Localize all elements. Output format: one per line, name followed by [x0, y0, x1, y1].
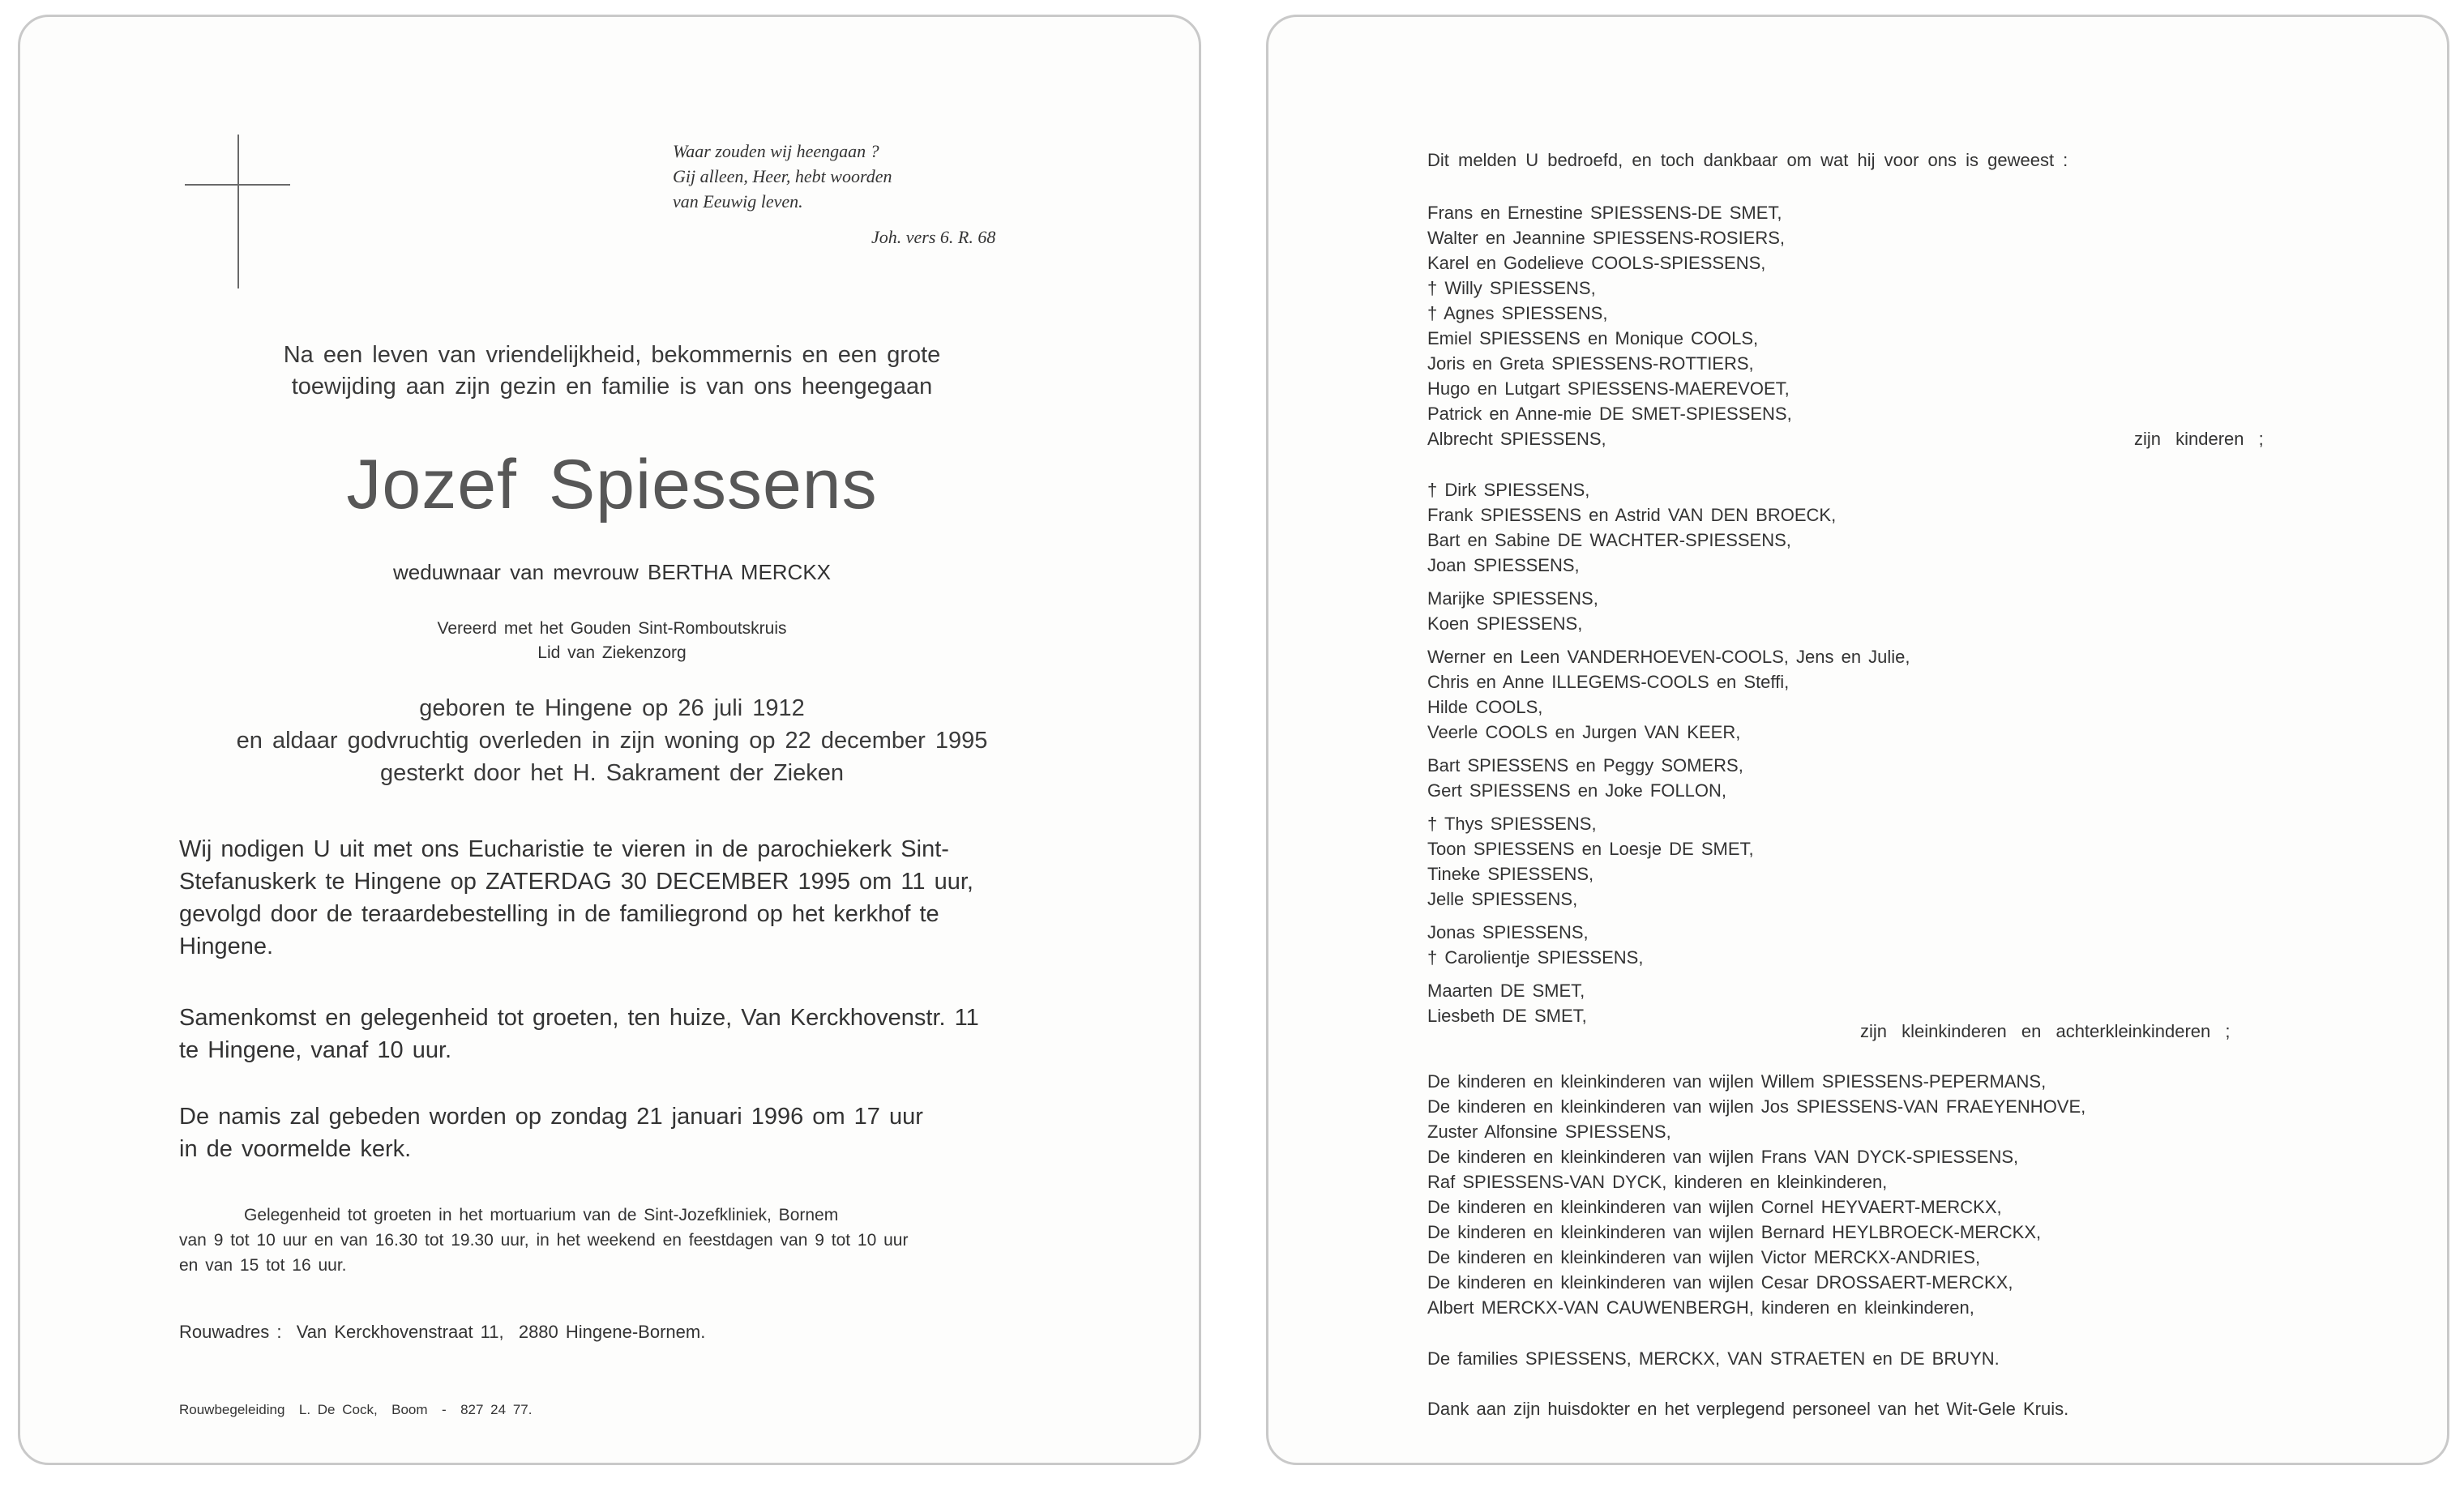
list-item: † Carolientje SPIESSENS,: [1427, 947, 1644, 968]
card-left: [18, 15, 1201, 1465]
list-item: Zuster Alfonsine SPIESSENS,: [1427, 1122, 1671, 1142]
quote-reference: Joh. vers 6. R. 68: [871, 227, 996, 247]
list-item: Patrick en Anne-mie DE SMET-SPIESSENS,: [1427, 404, 1792, 424]
list-item: Frank SPIESSENS en Astrid VAN DEN BROECK,: [1427, 505, 1837, 525]
widower-line: weduwnaar van mevrouw BERTHA MERCKX: [392, 560, 832, 584]
list-item: Hilde COOLS,: [1427, 697, 1543, 717]
list-item: Raf SPIESSENS-VAN DYCK, kinderen en kleinkinderen,: [1427, 1172, 1888, 1192]
list-item: † Dirk SPIESSENS,: [1427, 480, 1590, 500]
mortuary-notice: [179, 1203, 908, 1278]
gathering-line: Samenkomst en gelegenheid tot groeten, ten huize, Van Kerckhovenstr. 11: [179, 1005, 979, 1031]
honors: [20, 617, 1204, 665]
death-line: en aldaar godvruchtig overleden in zijn woning op 22 december 1995: [236, 728, 988, 754]
children-label: zijn kinderen ;: [2134, 429, 2264, 449]
grandchildren-group: [1427, 644, 1910, 745]
children-list: [1427, 200, 1792, 451]
list-item: De kinderen en kleinkinderen van wijlen Willem SPIESSENS-PEPERMANS,: [1427, 1071, 2047, 1092]
list-item: Gert SPIESSENS en Joke FOLLON,: [1427, 780, 1727, 801]
honor-line: Vereerd met het Gouden Sint-Romboutskruis: [437, 619, 787, 638]
list-item: † Agnes SPIESSENS,: [1427, 303, 1608, 323]
grandchildren-group: [1427, 978, 1910, 1028]
quote-line: Gij alleen, Heer, hebt woorden: [673, 166, 892, 186]
list-item: De kinderen en kleinkinderen van wijlen Cesar DROSSAERT-MERCKX,: [1427, 1272, 2013, 1293]
families-line: De families SPIESSENS, MERCKX, VAN STRAETEN en DE BRUYN.: [1427, 1348, 2000, 1369]
quote-line: Waar zouden wij heengaan ?: [673, 141, 879, 161]
mass-line: in de voormelde kerk.: [179, 1136, 412, 1162]
thanks-line: Dank aan zijn huisdokter en het verplegend personeel van het Wit-Gele Kruis.: [1427, 1399, 2069, 1419]
list-item: Joris en Greta SPIESSENS-ROTTIERS,: [1427, 353, 1754, 374]
birth-line: geboren te Hingene op 26 juli 1912: [419, 695, 805, 721]
mass-line: De namis zal gebeden worden op zondag 21 januari 1996 om 17 uur: [179, 1104, 923, 1130]
intro-line: Na een leven van vriendelijkheid, bekommernis en een grote: [283, 342, 941, 368]
intro-line: toewijding aan zijn gezin en familie is van ons heengegaan: [291, 374, 933, 400]
invitation-line: gevolgd door de teraardebestelling in de familiegrond op het kerkhof te: [179, 901, 939, 927]
list-item: Albrecht SPIESSENS,: [1427, 429, 1606, 449]
grandchildren-group: [1427, 753, 1910, 803]
list-item: De kinderen en kleinkinderen van wijlen Frans VAN DYCK-SPIESSENS,: [1427, 1147, 2019, 1167]
announcement-heading: Dit melden U bedroefd, en toch dankbaar om wat hij voor ons is geweest :: [1427, 150, 2068, 170]
list-item: Emiel SPIESSENS en Monique COOLS,: [1427, 328, 1759, 348]
invitation-line: Hingene.: [179, 934, 274, 959]
funeral-director: Rouwbegeleiding L. De Cock, Boom - 827 24 77.: [179, 1402, 533, 1417]
quote-line: van Eeuwig leven.: [673, 191, 803, 212]
grandchildren-group: [1427, 920, 1910, 970]
intro-text: [20, 340, 1204, 403]
list-item: Marijke SPIESSENS,: [1427, 588, 1598, 609]
list-item: De kinderen en kleinkinderen van wijlen Victor MERCKX-ANDRIES,: [1427, 1247, 1981, 1267]
grandchildren-group: [1427, 811, 1910, 912]
grandchildren-list: [1427, 477, 1910, 1028]
list-item: Koen SPIESSENS,: [1427, 613, 1583, 634]
list-item: Chris en Anne ILLEGEMS-COOLS en Steffi,: [1427, 672, 1790, 692]
list-item: Liesbeth DE SMET,: [1427, 1006, 1587, 1026]
list-item: De kinderen en kleinkinderen van wijlen Cornel HEYVAERT-MERCKX,: [1427, 1197, 2002, 1217]
list-item: De kinderen en kleinkinderen van wijlen Jos SPIESSENS-VAN FRAEYENHOVE,: [1427, 1096, 2086, 1117]
sacrament-line: gesterkt door het H. Sakrament der Zieken: [379, 760, 845, 786]
grandchildren-group: [1427, 586, 1910, 636]
list-item: Frans en Ernestine SPIESSENS-DE SMET,: [1427, 203, 1782, 223]
mortuary-line: van 9 tot 10 uur en van 16.30 tot 19.30 uur, in het weekend en feestdagen van 9 tot 10 uur: [179, 1231, 909, 1250]
card-right: [1266, 15, 2449, 1465]
honor-line: Lid van Ziekenzorg: [537, 643, 687, 662]
invitation-line: Wij nodigen U uit met ons Eucharistie te vieren in de parochiekerk Sint-: [179, 836, 949, 862]
list-item: Jelle SPIESSENS,: [1427, 889, 1578, 909]
gathering: [179, 1002, 979, 1066]
quote: [673, 139, 892, 214]
list-item: Toon SPIESSENS en Loesje DE SMET,: [1427, 839, 1754, 859]
relatives-list: [1427, 1069, 2085, 1320]
mourning-address: Rouwadres : Van Kerckhovenstraat 11, 2880 Hingene-Bornem.: [179, 1322, 706, 1342]
list-item: Werner en Leen VANDERHOEVEN-COOLS, Jens en Julie,: [1427, 647, 1910, 667]
gathering-line: te Hingene, vanaf 10 uur.: [179, 1037, 452, 1063]
list-item: Karel en Godelieve COOLS-SPIESSENS,: [1427, 253, 1766, 273]
list-item: Joan SPIESSENS,: [1427, 555, 1580, 575]
deceased-name: Jozef Spiessens: [346, 446, 878, 523]
list-item: Hugo en Lutgart SPIESSENS-MAEREVOET,: [1427, 378, 1790, 399]
mortuary-line: en van 15 tot 16 uur.: [179, 1256, 347, 1275]
list-item: Bart SPIESSENS en Peggy SOMERS,: [1427, 755, 1743, 776]
list-item: Walter en Jeannine SPIESSENS-ROSIERS,: [1427, 228, 1786, 248]
list-item: De kinderen en kleinkinderen van wijlen Bernard HEYLBROECK-MERCKX,: [1427, 1222, 2042, 1242]
invitation-line: Stefanuskerk te Hingene op ZATERDAG 30 DECEMBER 1995 om 11 uur,: [179, 869, 973, 895]
list-item: Jonas SPIESSENS,: [1427, 922, 1589, 942]
list-item: Tineke SPIESSENS,: [1427, 864, 1594, 884]
list-item: Maarten DE SMET,: [1427, 981, 1585, 1001]
list-item: Veerle COOLS en Jurgen VAN KEER,: [1427, 722, 1741, 742]
mass-notice: [179, 1100, 923, 1165]
list-item: † Willy SPIESSENS,: [1427, 278, 1596, 298]
invitation: [179, 833, 973, 963]
list-item: Albert MERCKX-VAN CAUWENBERGH, kinderen en kleinkinderen,: [1427, 1297, 1974, 1318]
list-item: Bart en Sabine DE WACHTER-SPIESSENS,: [1427, 530, 1791, 550]
grandchildren-label: zijn kleinkinderen en achterkleinkinderen ;: [1860, 1021, 2231, 1041]
list-item: † Thys SPIESSENS,: [1427, 814, 1597, 834]
grandchildren-group: [1427, 477, 1910, 578]
birth-death: [20, 692, 1204, 789]
mortuary-line: Gelegenheid tot groeten in het mortuarium van de Sint-Jozefkliniek, Bornem: [244, 1206, 839, 1224]
